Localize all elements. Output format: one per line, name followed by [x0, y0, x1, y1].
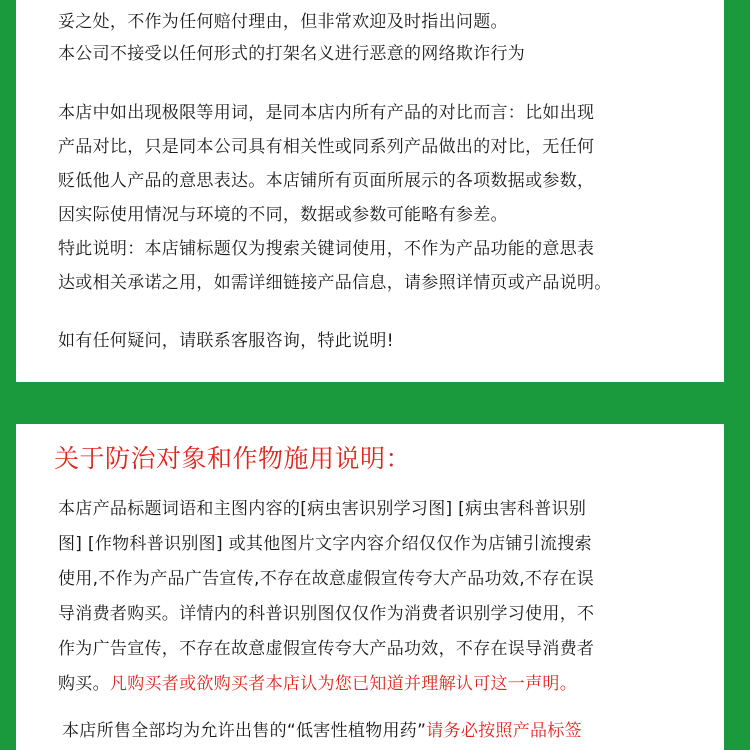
disclaimer-panel-top: [16, 0, 724, 382]
text-line: 贬低他人产品的意思表达。本店铺所有页面所展示的各项数据或参数，: [58, 171, 595, 191]
text-line: 导消费者购买。详情内的科普识别图仅仅作为消费者识别学习使用，不: [58, 604, 595, 624]
disclaimer-panel-bottom: [16, 424, 724, 750]
text-line: 本公司不接受以任何形式的打架名义进行恶意的网络欺诈行为: [58, 44, 526, 64]
text-line: 达或相关承诺之用，如需详细链接产品信息，请参照详情页或产品说明。: [58, 273, 612, 293]
highlight-text: 凡购买者或欲购买者本店认为您已知道并理解认可这一声明。: [109, 674, 578, 694]
text-line: 图] [作物科普识别图] 或其他图片文字内容介绍仅仅作为店铺引流搜索: [58, 534, 592, 554]
text-segment: 购买。: [58, 674, 110, 694]
highlight-text: 请务必按照产品标签: [426, 721, 582, 741]
text-line: 本店产品标题词语和主图内容的[病虫害识别学习图] [病虫害科普识别: [58, 499, 587, 519]
text-line: 使用,不作为产品广告宣传,不存在故意虚假宣传夸大产品功效,不存在误: [58, 569, 595, 589]
text-line: 产品对比，只是同本公司具有相关性或同系列产品做出的对比，无任何: [58, 137, 595, 157]
text-line: 如有任何疑问，请联系客服咨询，特此说明!: [58, 331, 394, 351]
text-line: 妥之处，不作为任何赔付理由，但非常欢迎及时指出问题。: [58, 12, 508, 32]
section-heading: 关于防治对象和作物施用说明：: [54, 444, 412, 473]
text-line-mixed: [58, 674, 577, 694]
text-line-mixed: [62, 721, 582, 741]
text-segment: 本店所售全部均为允许出售的“低害性植物用药”: [62, 721, 427, 741]
text-line: 因实际使用情况与环境的不同，数据或参数可能略有参差。: [58, 205, 508, 225]
text-line: 本店中如出现极限等用词，是同本店内所有产品的对比而言：比如出现: [58, 103, 595, 123]
text-line: 特此说明：本店铺标题仅为搜索关键词使用，不作为产品功能的意思表: [58, 239, 595, 259]
text-line: 作为广告宣传，不存在故意虚假宣传夸大产品功效，不存在误导消费者: [58, 639, 595, 659]
